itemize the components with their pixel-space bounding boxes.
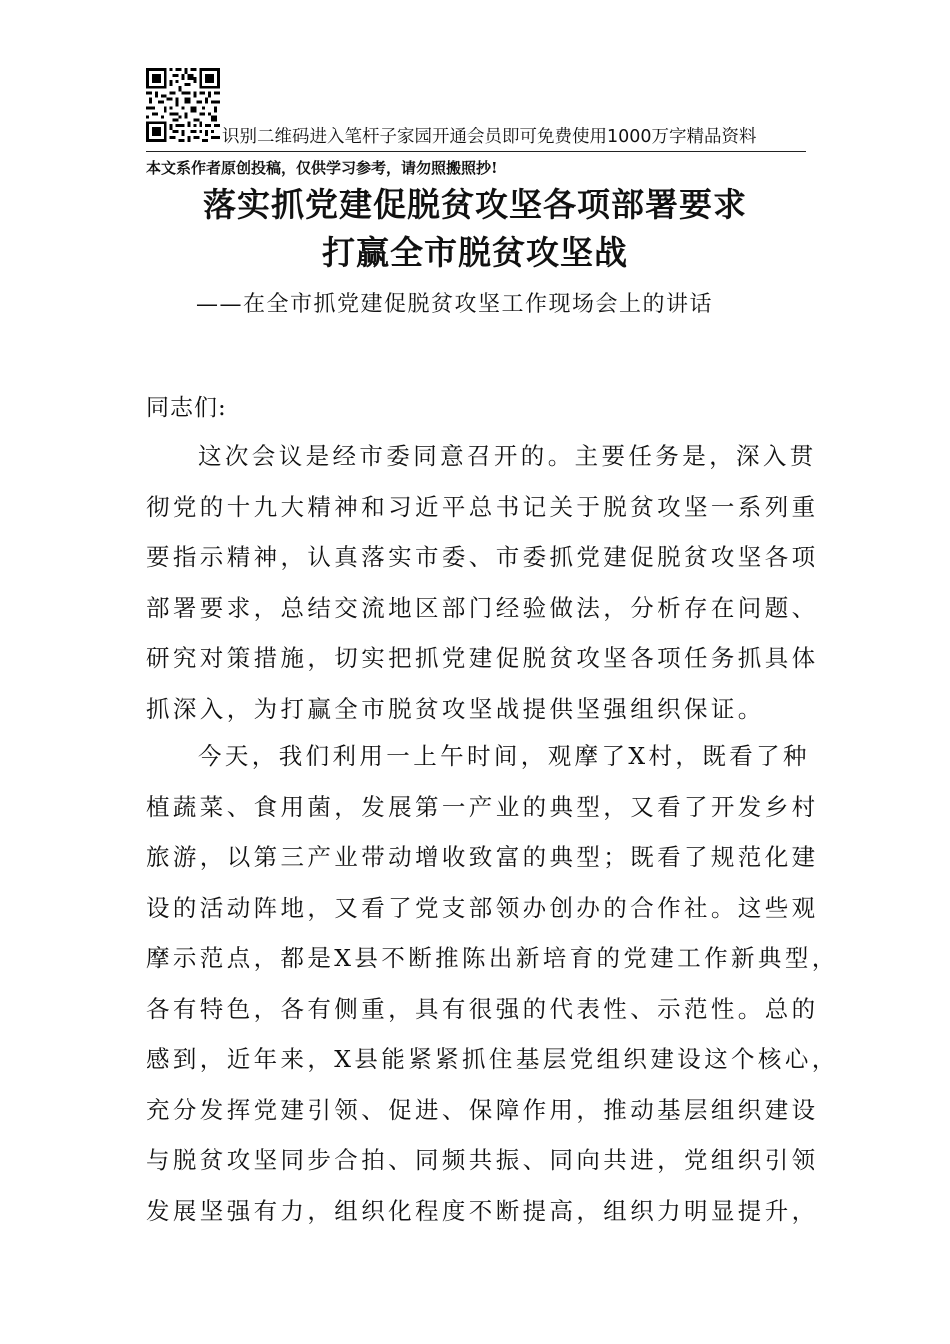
copyright-notice: 本文系作者原创投稿，仅供学习参考，请勿照搬照抄! xyxy=(146,159,498,177)
header-divider xyxy=(146,151,806,152)
paragraph-line: 设的活动阵地，又看了党支部领办创办的合作社。这些观 xyxy=(146,893,819,922)
paragraph-line: 今天，我们利用一上午时间，观摩了X村，既看了种 xyxy=(198,742,810,770)
document-subtitle: ——在全市抓党建促脱贫攻坚工作现场会上的讲话 xyxy=(196,292,714,317)
paragraph-line: 要指示精神，认真落实市委、市委抓党建促脱贫攻坚各项 xyxy=(146,543,819,571)
paragraph-line: 研究对策措施，切实把抓党建促脱贫攻坚各项任务抓具体 xyxy=(146,644,819,672)
qr-code-icon xyxy=(146,68,220,142)
paragraph-line: 旅游，以第三产业带动增收致富的典型；既看了规范化建 xyxy=(146,843,819,871)
paragraph-line: 发展坚强有力，组织化程度不断提高，组织力明显提升， xyxy=(146,1196,819,1225)
paragraph-line: 这次会议是经市委同意召开的。主要任务是，深入贯 xyxy=(198,442,817,470)
paragraph-line: 摩示范点，都是X县不断推陈出新培育的党建工作新典型， xyxy=(146,944,839,972)
salutation: 同志们: xyxy=(146,395,227,421)
document-title-line-1: 落实抓党建促脱贫攻坚各项部署要求 xyxy=(203,185,747,224)
paragraph-line: 彻党的十九大精神和习近平总书记关于脱贫攻坚一系列重 xyxy=(146,492,819,521)
paragraph-line: 与脱贫攻坚同步合拍、同频共振、同向共进，党组织引领 xyxy=(146,1146,819,1174)
paragraph-line: 部署要求，总结交流地区部门经验做法，分析存在问题、 xyxy=(146,593,819,622)
paragraph-line: 感到，近年来，X县能紧紧抓住基层党组织建设这个核心， xyxy=(146,1045,839,1073)
promo-banner-text: 识别二维码进入笔杆子家园开通会员即可免费使用1000万字精品资料 xyxy=(222,127,757,147)
paragraph-2 xyxy=(146,740,839,1245)
paragraph-line: 充分发挥党建引领、促进、保障作用，推动基层组织建设 xyxy=(146,1095,819,1124)
paragraph-1 xyxy=(146,440,819,743)
paragraph-line: 各有特色，各有侧重，具有很强的代表性、示范性。总的 xyxy=(146,994,819,1023)
paragraph-line: 抓深入，为打赢全市脱贫攻坚战提供坚强组织保证。 xyxy=(146,694,765,723)
document-title-line-2: 打赢全市脱贫攻坚战 xyxy=(322,233,628,272)
paragraph-line: 植蔬菜、食用菌，发展第一产业的典型，又看了开发乡村 xyxy=(146,792,819,821)
